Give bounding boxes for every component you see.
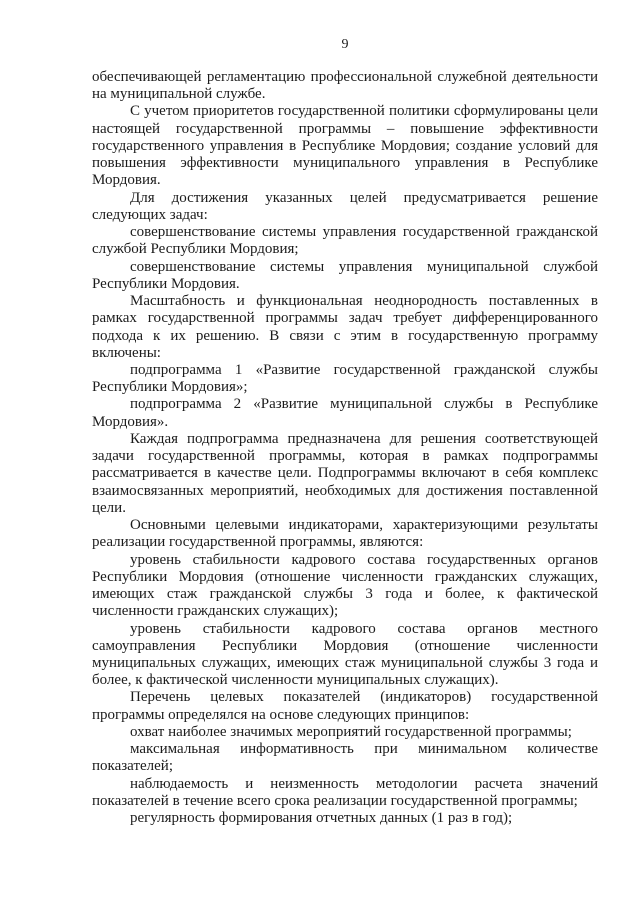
page-number: 9 (341, 37, 349, 52)
paragraph-continuation: обеспечивающей регламентацию профессиональной служебной деятельности на муниципальной службе. (92, 69, 598, 103)
list-item-principle-regularity: регулярность формирования отчетных данных (1 раз в год); (130, 810, 513, 827)
list-item-principle-informativeness: максимальная информативность при минимальном количестве показателей; (92, 741, 598, 775)
document-body (92, 69, 598, 827)
paragraph-goals: С учетом приоритетов государственной политики сформулированы цели настоящей государственной программы – повышение эффективности государственного управления в Республике Мордовия; создание условий для повышения эффективности муниципального управления в Республике Мордовия. (92, 103, 598, 189)
list-item-subprogram-1: подпрограмма 1 «Развитие государственной гражданской службы Республики Мордовия»; (92, 361, 598, 396)
paragraph-principles-intro: Перечень целевых показателей (индикаторов) государственной программы определялся на основе следующих принципов: (92, 689, 598, 723)
paragraph-subprograms-intro: Масштабность и функциональная неоднородность поставленных в рамках государственной программы задач требует дифференцированного подхода к их решению. В связи с этим в государственную программу включены: (92, 293, 598, 361)
list-item-subprogram-2: подпрограмма 2 «Развитие муниципальной службы в Республике Мордовия». (92, 396, 598, 430)
paragraph-subprogram-purpose: Каждая подпрограмма предназначена для решения соответствующей задачи государственной программы, которая в рамках подпрограммы рассматривается в качестве цели. Подпрограммы включают в себя комплекс взаимосвязанных мероприятий, необходимых для достижения поставленной цели. (92, 430, 598, 516)
list-item-principle-observability: наблюдаемость и неизменность методологии расчета значений показателей в течение всего срока реализации государственной программы; (92, 775, 598, 809)
list-item-task-municipal-service: совершенствование системы управления муниципальной службой Республики Мордовия. (92, 258, 598, 292)
list-item-indicator-state-bodies: уровень стабильности кадрового состава государственных органов Республики Мордовия (отношение численности гражданских служащих, имеющих стаж гражданской службы 3 года и более, к фактической численности гражданских служащих); (92, 551, 598, 620)
list-item-task-civil-service: совершенствование системы управления государственной гражданской службой Республики Мордовия; (92, 224, 598, 258)
paragraph-tasks-intro: Для достижения указанных целей предусматривается решение следующих задач: (92, 189, 598, 223)
list-item-principle-coverage: охват наиболее значимых мероприятий государственной программы; (130, 723, 572, 740)
paragraph-indicators-intro: Основными целевыми индикаторами, характеризующими результаты реализации государственной программы, являются: (92, 517, 598, 551)
list-item-indicator-local-government: уровень стабильности кадрового состава органов местного самоуправления Республики Мордовия (отношение численности муниципальных служащих, имеющих стаж муниципальной службы 3 года и более, к фактической численности муниципальных служащих). (92, 620, 598, 689)
